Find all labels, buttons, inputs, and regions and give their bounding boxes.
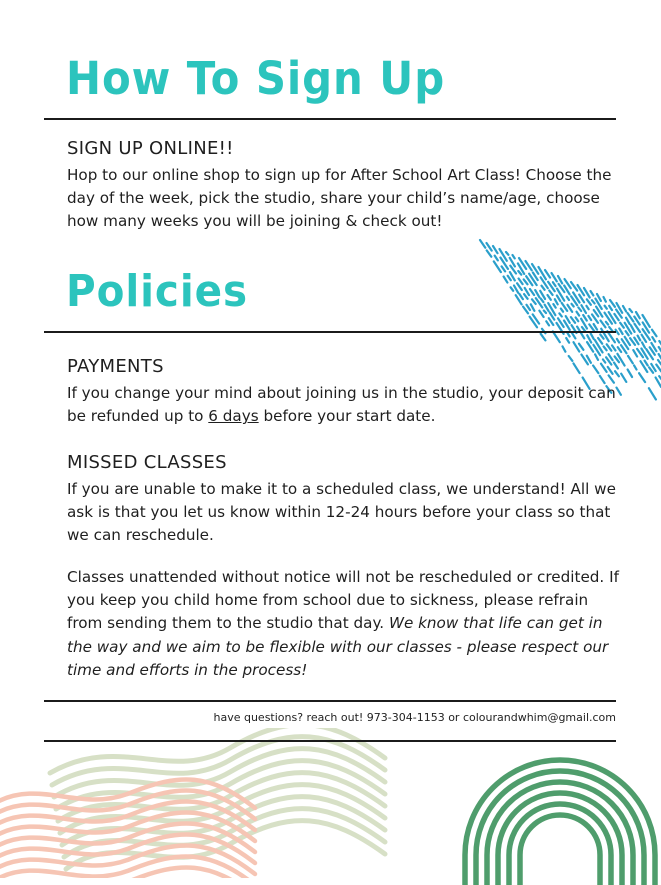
payments-body: [67, 382, 627, 428]
flexibility-note: We know that life can get in the way and we aim to be flexible with our classes - please respect our time and efforts in the process!: [67, 614, 608, 678]
page-title: How To Sign Up: [66, 56, 445, 101]
payments-subheading: PAYMENTS: [67, 356, 164, 377]
refund-days: 6 days: [208, 407, 258, 425]
divider: [44, 700, 616, 702]
brush-stroke: [526, 261, 612, 393]
payments-text: If you change your mind about joining us in the studio, your deposit can be refunded up to: [67, 384, 616, 425]
missed-classes-body: If you are unable to make it to a scheduled class, we understand! All we ask is that you let us know within 12-24 hours before your class so that we can reschedule.: [67, 478, 627, 548]
signup-subheading: SIGN UP ONLINE!!: [67, 138, 234, 159]
arch-stroke: [520, 815, 600, 885]
green-arch-decoration: [440, 735, 661, 885]
brush-stroke: [487, 243, 546, 333]
arch-stroke: [498, 793, 622, 885]
divider: [44, 740, 616, 742]
contact-line: have questions? reach out! 973-304-1153 or colourandwhim@gmail.com: [213, 711, 616, 724]
policies-title: Policies: [66, 270, 248, 314]
divider: [44, 118, 616, 120]
peach-wave-decoration: [0, 768, 260, 878]
signup-body: Hop to our online shop to sign up for After School Art Class! Choose the day of the week, pick the studio, share your child’s name/age, choose how many weeks you will be joining & check out!: [67, 164, 627, 234]
brush-stroke: [506, 252, 553, 325]
missed-classes-subheading: MISSED CLASSES: [67, 452, 227, 473]
divider: [44, 331, 616, 333]
missed-classes-text: Classes unattended without notice will not be rescheduled or credited. If you keep you child home from school due to sickness, please refrain from sending them to the studio that day.: [67, 568, 619, 632]
missed-classes-body-2: [67, 566, 627, 682]
brush-stroke: [513, 255, 570, 343]
payments-text-end: before your start date.: [259, 407, 436, 425]
brush-stroke: [519, 258, 588, 364]
brush-stroke: [636, 312, 661, 380]
brush-stroke: [578, 285, 622, 352]
